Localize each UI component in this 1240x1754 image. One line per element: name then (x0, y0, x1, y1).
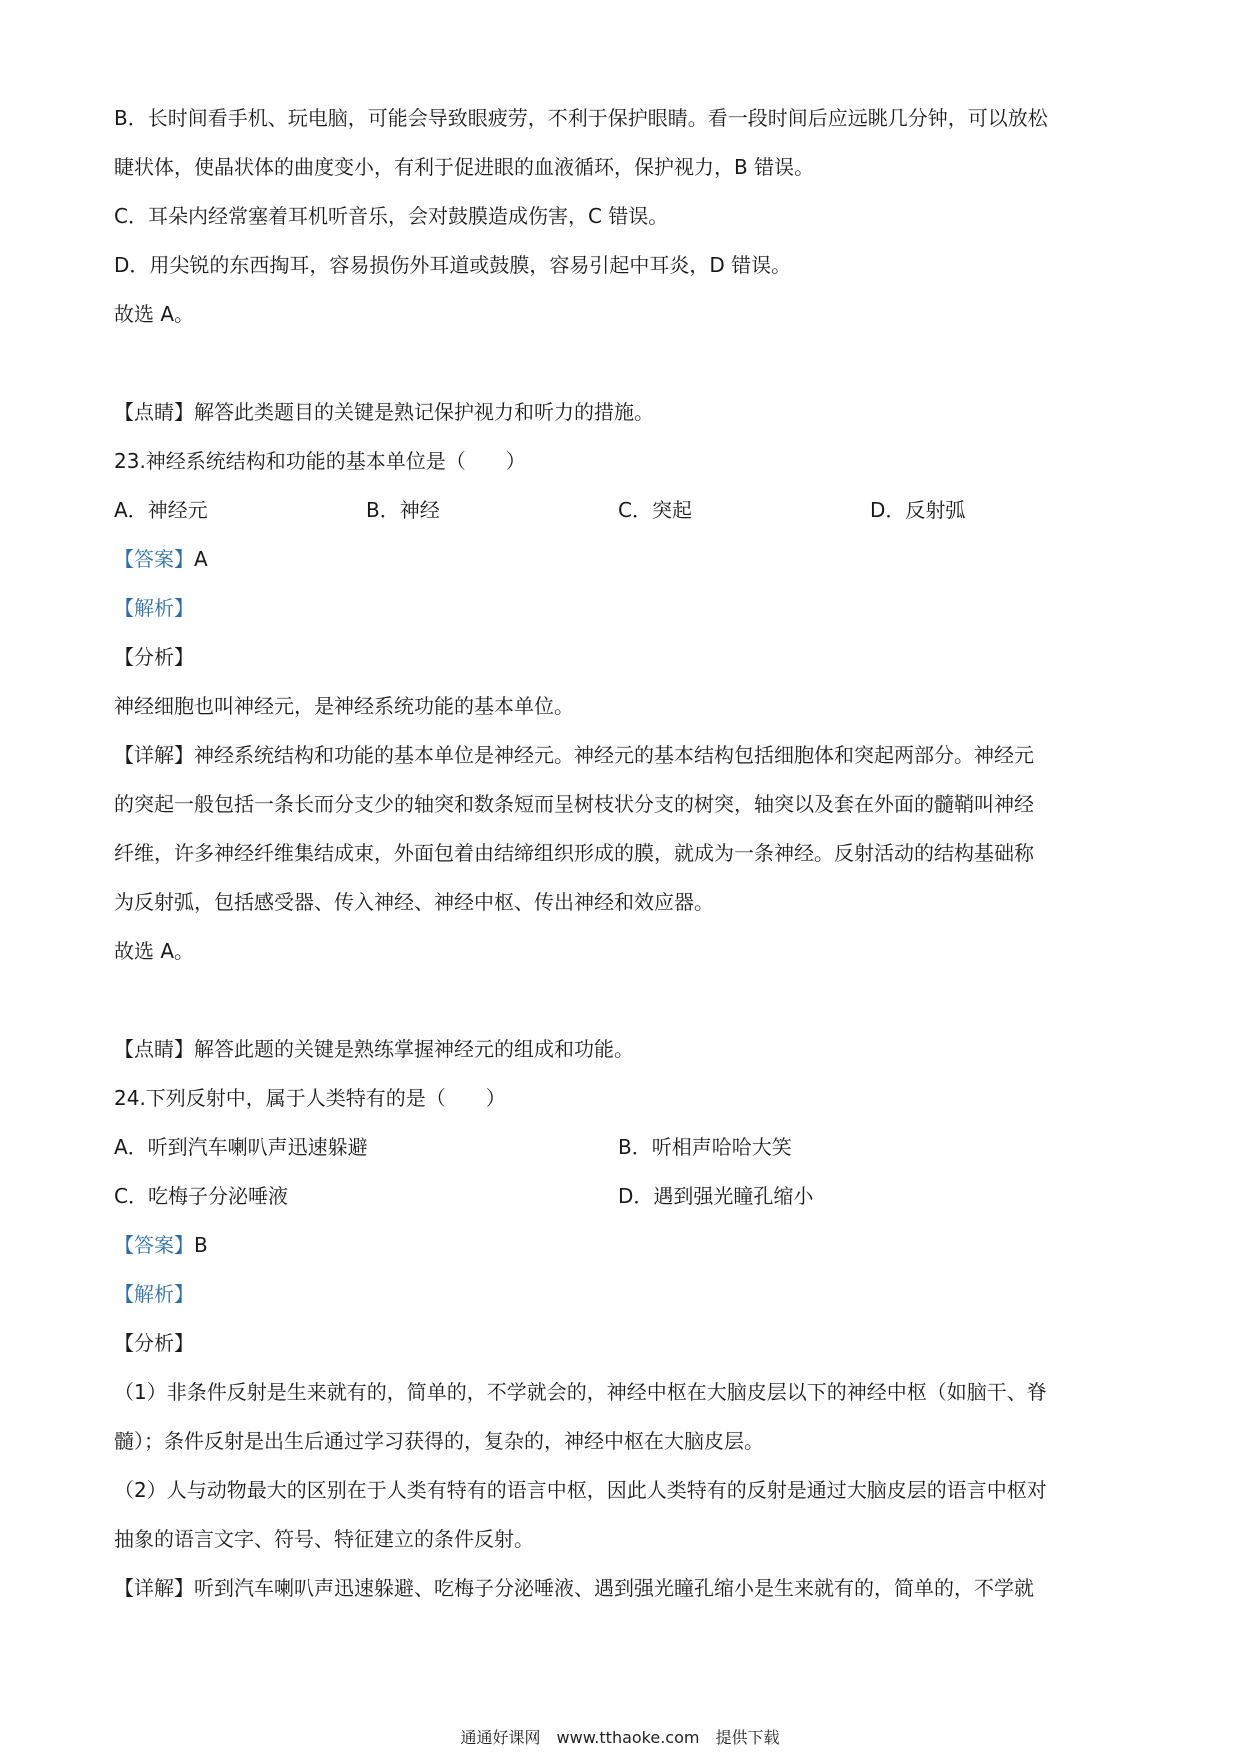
q23-detail-line: 的突起一般包括一条长而分支少的轴突和数条短而呈树枝状分支的树突，轴突以及套在外面的髓鞘叫神经 (114, 792, 1034, 816)
q23-analysis-label: 【解析】 (114, 596, 194, 620)
q24-option-c: C．吃梅子分泌唾液 (114, 1184, 288, 1208)
q24-analysis-label: 【解析】 (114, 1282, 194, 1306)
q23-tip: 【点睛】解答此题的关键是熟练掌握神经元的组成和功能。 (114, 1037, 634, 1061)
q24-option-b: B．听相声哈哈大笑 (618, 1135, 792, 1159)
q23-detail-line: 【详解】神经系统结构和功能的基本单位是神经元。神经元的基本结构包括细胞体和突起两部分。神经元 (114, 743, 1034, 767)
q24-fenxi-line: 抽象的语言文字、符号、特征建立的条件反射。 (114, 1527, 534, 1551)
q24-stem: 24.下列反射中，属于人类特有的是（ ） (114, 1086, 506, 1110)
q23-detail-line: 为反射弧，包括感受器、传入神经、神经中枢、传出神经和效应器。 (114, 890, 714, 914)
q24-answer-value: B (194, 1233, 208, 1257)
q23-conclusion: 故选 A。 (114, 939, 195, 963)
q24-fenxi-label: 【分析】 (114, 1331, 194, 1355)
q23-detail-line: 纤维，许多神经纤维集结成束，外面包着由结缔组织形成的膜，就成为一条神经。反射活动的结构基础称 (114, 841, 1034, 865)
q23-option-c: C．突起 (618, 498, 692, 522)
q23-fenxi-label: 【分析】 (114, 645, 194, 669)
q23-option-a: A．神经元 (114, 498, 208, 522)
q22-option-d-line: D．用尖锐的东西掏耳，容易损伤外耳道或鼓膜，容易引起中耳炎，D 错误。 (114, 253, 792, 277)
q24-answer (114, 1231, 208, 1259)
q22-option-b-line1: B．长时间看手机、玩电脑，可能会导致眼疲劳，不利于保护眼睛。看一段时间后应远眺几分钟，可以放松 (114, 106, 1048, 130)
q23-answer-value: A (194, 547, 208, 571)
q24-fenxi-line: 髓）；条件反射是出生后通过学习获得的，复杂的，神经中枢在大脑皮层。 (114, 1429, 764, 1453)
q24-fenxi-line: （1）非条件反射是生来就有的，简单的，不学就会的，神经中枢在大脑皮层以下的神经中枢（如脑干、脊 (114, 1380, 1047, 1404)
page-footer: 通通好课网 www.tthaoke.com 提供下载 (460, 1728, 780, 1747)
q23-answer (114, 545, 208, 573)
q22-option-c-line: C．耳朵内经常塞着耳机听音乐，会对鼓膜造成伤害，C 错误。 (114, 204, 669, 228)
q24-answer-label: 【答案】 (114, 1233, 194, 1257)
q22-option-b-line2: 睫状体，使晶状体的曲度变小，有利于促进眼的血液循环，保护视力，B 错误。 (114, 155, 815, 179)
q24-fenxi-line: （2）人与动物最大的区别在于人类有特有的语言中枢，因此人类特有的反射是通过大脑皮层的语言中枢对 (114, 1478, 1047, 1502)
q22-conclusion: 故选 A。 (114, 302, 195, 326)
q23-option-d: D．反射弧 (870, 498, 966, 522)
q23-stem: 23.神经系统结构和功能的基本单位是（ ） (114, 449, 526, 473)
q24-option-d: D．遇到强光瞳孔缩小 (618, 1184, 814, 1208)
q23-option-b: B．神经 (366, 498, 440, 522)
q24-option-a: A．听到汽车喇叭声迅速躲避 (114, 1135, 368, 1159)
q23-answer-label: 【答案】 (114, 547, 194, 571)
q22-tip: 【点睛】解答此类题目的关键是熟记保护视力和听力的措施。 (114, 400, 654, 424)
q24-detail-line: 【详解】听到汽车喇叭声迅速躲避、吃梅子分泌唾液、遇到强光瞳孔缩小是生来就有的，简单的，不学就 (114, 1576, 1034, 1600)
q23-fenxi-text: 神经细胞也叫神经元，是神经系统功能的基本单位。 (114, 694, 574, 718)
